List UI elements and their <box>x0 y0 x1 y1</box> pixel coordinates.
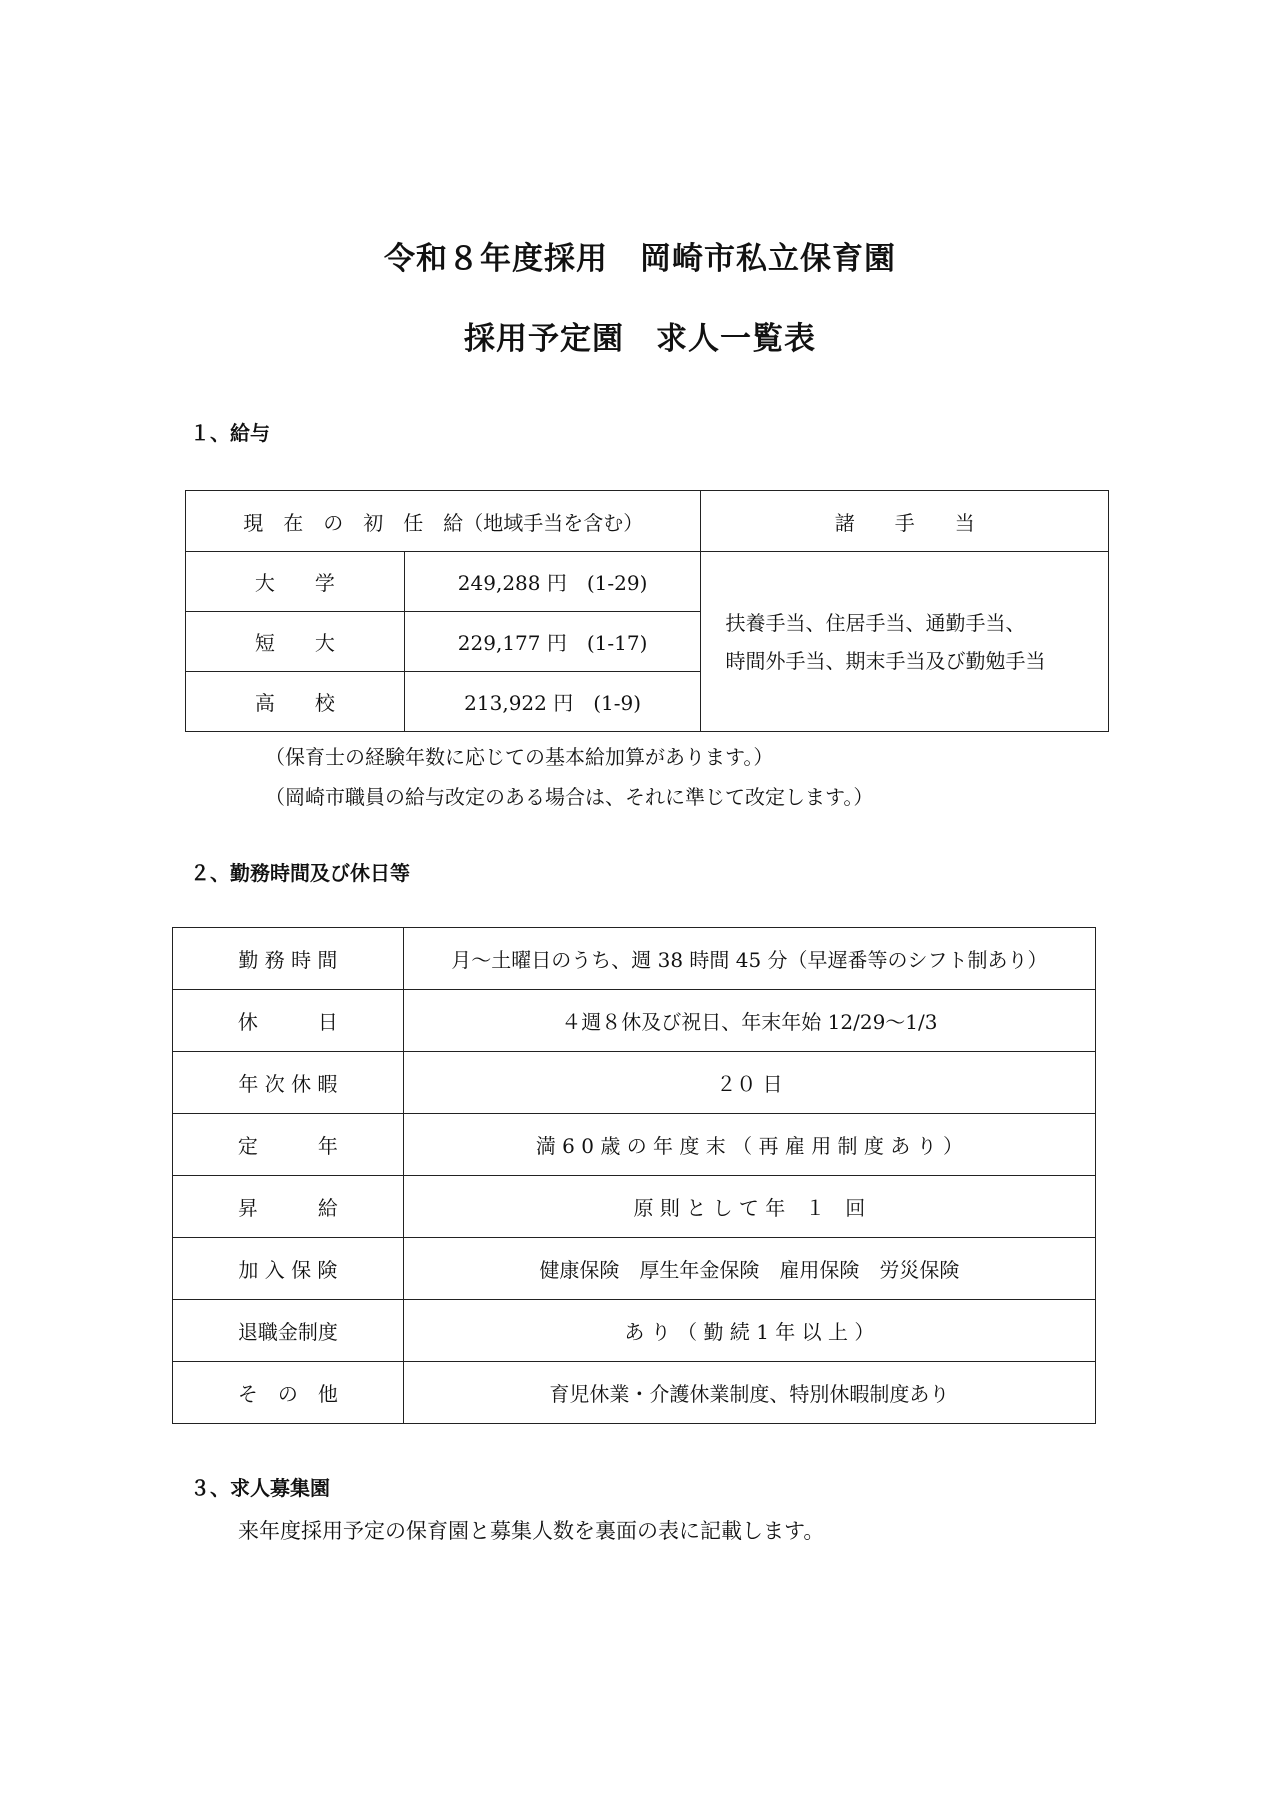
table-row <box>173 1114 1096 1176</box>
salary-note: （保育士の経験年数に応じての基本給加算があります。） <box>265 745 774 769</box>
education-label: 高 校 <box>186 672 405 732</box>
table-row <box>173 990 1096 1052</box>
section-heading-work-hours: ２、勤務時間及び休日等 <box>190 861 410 885</box>
page-subtitle: 採用予定園 求人一覧表 <box>464 321 816 357</box>
table-row <box>173 1238 1096 1300</box>
condition-value: ２０ 日 <box>403 1052 1095 1114</box>
condition-label: そ の 他 <box>173 1362 404 1424</box>
education-label: 短 大 <box>186 612 405 672</box>
allowances-line: 扶養手当、住居手当、通勤手当、 <box>725 610 1026 635</box>
condition-label: 勤 務 時 間 <box>173 928 404 990</box>
salary-value: 229,177 円 (1-17) <box>404 612 701 672</box>
salary-value: 213,922 円 (1-9) <box>404 672 701 732</box>
salary-table <box>185 490 1109 732</box>
condition-label: 定 年 <box>173 1114 404 1176</box>
condition-value: 原 則 と し て 年 １ 回 <box>403 1176 1095 1238</box>
condition-label: 退職金制度 <box>173 1300 404 1362</box>
page-title: 令和８年度採用 岡崎市私立保育園 <box>384 241 896 277</box>
education-label: 大 学 <box>186 552 405 612</box>
condition-value: あ り （ 勤 続 1 年 以 上 ） <box>403 1300 1095 1362</box>
condition-value: 育児休業・介護休業制度、特別休暇制度あり <box>403 1362 1095 1424</box>
condition-label: 年 次 休 暇 <box>173 1052 404 1114</box>
table-row <box>173 1052 1096 1114</box>
allowances-header: 諸 手 当 <box>701 491 1109 552</box>
condition-value: 健康保険 厚生年金保険 雇用保険 労災保険 <box>403 1238 1095 1300</box>
work-conditions-table <box>172 927 1096 1424</box>
condition-value: 満 6 0 歳 の 年 度 末 （ 再 雇 用 制 度 あ り ） <box>403 1114 1095 1176</box>
condition-label: 休 日 <box>173 990 404 1052</box>
salary-note: （岡崎市職員の給与改定のある場合は、それに準じて改定します。） <box>265 785 874 809</box>
recruiting-body-text: 来年度採用予定の保育園と募集人数を裏面の表に記載します。 <box>238 1519 825 1543</box>
section-heading-recruiting: ３、求人募集園 <box>190 1476 330 1500</box>
table-row <box>173 1362 1096 1424</box>
starting-salary-header: 現 在 の 初 任 給（地域手当を含む） <box>186 491 701 552</box>
table-row <box>173 1176 1096 1238</box>
allowances-line: 時間外手当、期末手当及び勤勉手当 <box>725 648 1046 673</box>
table-row <box>186 552 1109 612</box>
condition-label: 加 入 保 険 <box>173 1238 404 1300</box>
section-heading-salary: １、給与 <box>190 421 270 445</box>
table-row <box>173 928 1096 990</box>
condition-label: 昇 給 <box>173 1176 404 1238</box>
salary-table-header <box>186 491 1109 552</box>
condition-value: ４週８休及び祝日、年末年始 12/29～1/3 <box>403 990 1095 1052</box>
table-row <box>173 1300 1096 1362</box>
condition-value: 月～土曜日のうち、週 38 時間 45 分（早遅番等のシフト制あり） <box>403 928 1095 990</box>
salary-value: 249,288 円 (1-29) <box>404 552 701 612</box>
allowances-cell <box>701 552 1109 732</box>
